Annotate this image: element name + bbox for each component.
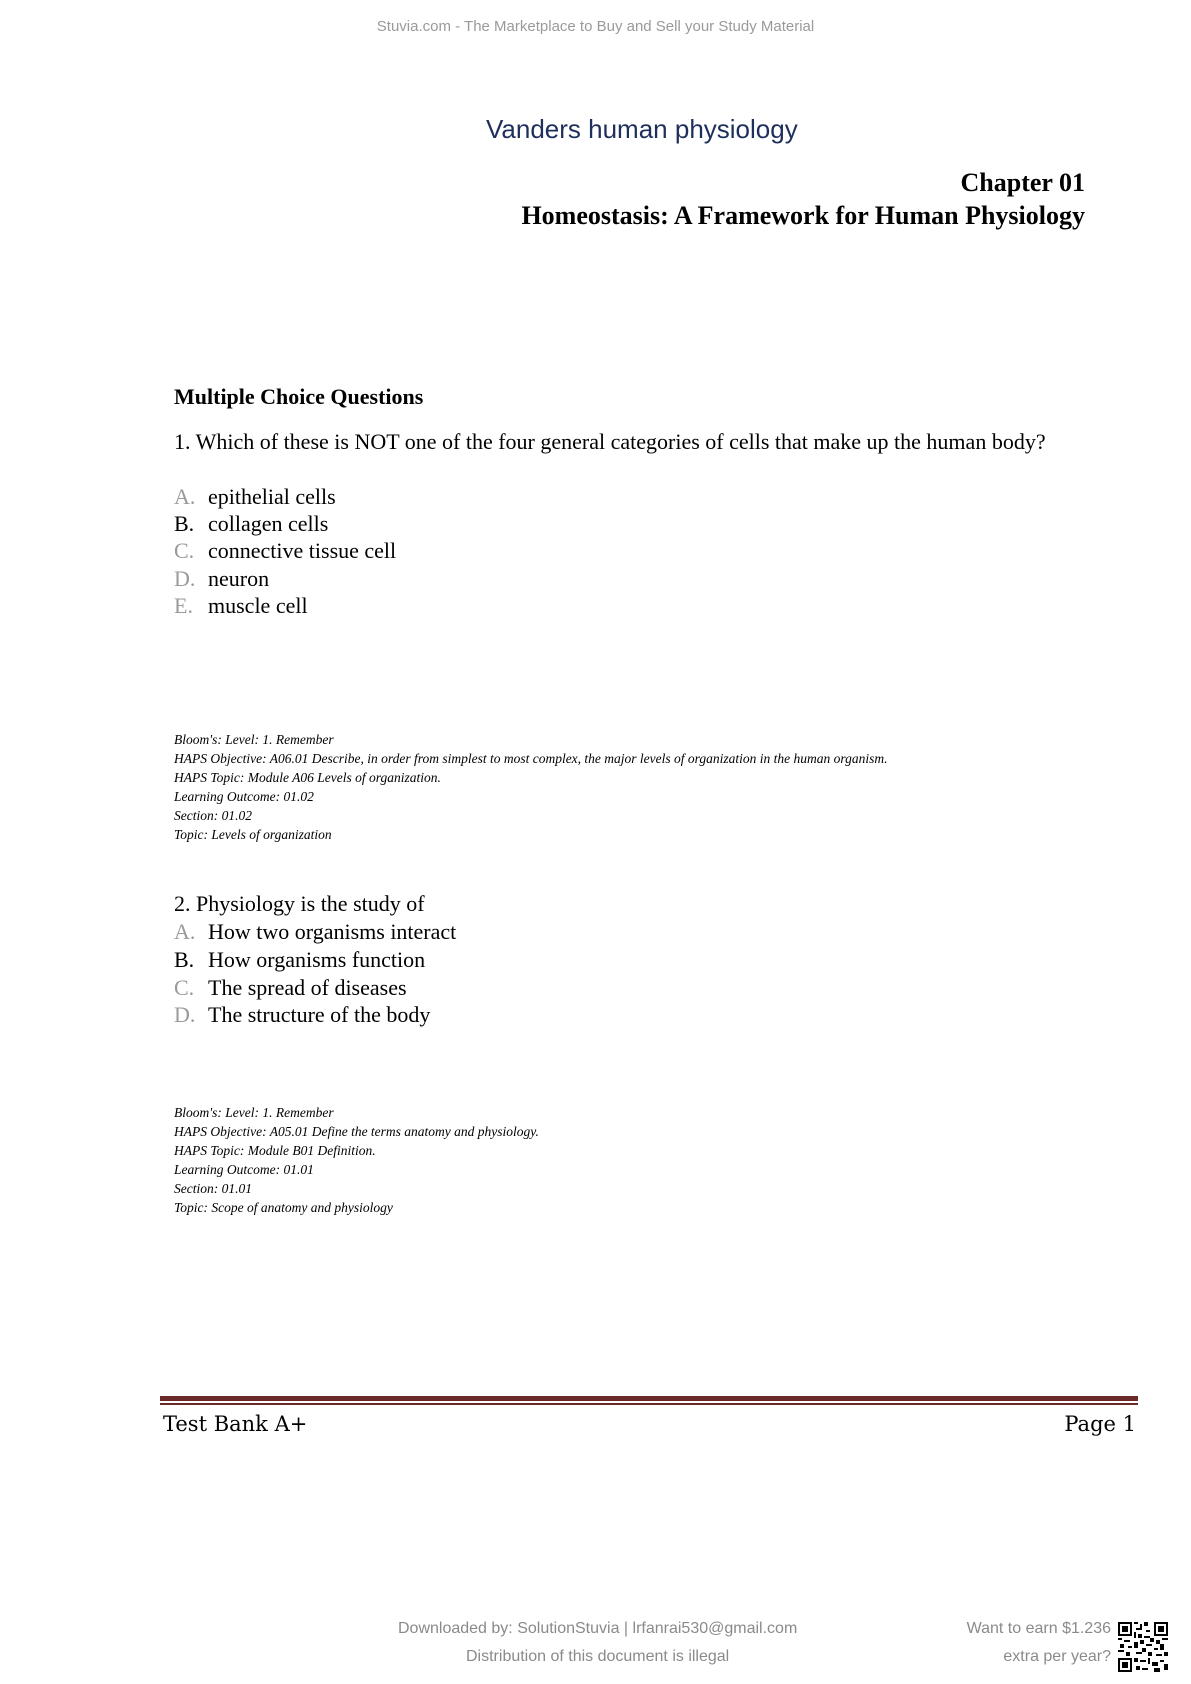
meta-section: Section: 01.02 <box>174 808 252 823</box>
question-1-option-c <box>174 537 396 565</box>
meta-section: Section: 01.01 <box>174 1181 252 1196</box>
option-text: epithelial cells <box>208 484 336 509</box>
option-letter: D. <box>174 566 196 591</box>
earn-promo-line2[interactable]: extra per year? <box>1003 1648 1111 1665</box>
section-heading: Multiple Choice Questions <box>174 384 424 409</box>
footer-rule-thick <box>160 1396 1138 1401</box>
meta-learning-outcome: Learning Outcome: 01.01 <box>174 1162 314 1177</box>
footer-rule-thin <box>160 1403 1138 1405</box>
question-1-text: 1. Which of these is NOT one of the four general categories of cells that make up the human body? <box>174 429 1046 454</box>
option-text: neuron <box>208 566 270 591</box>
book-title: Vanders human physiology <box>486 114 798 144</box>
chapter-title: Homeostasis: A Framework for Human Physiology <box>521 201 1085 230</box>
option-text: muscle cell <box>208 593 308 618</box>
question-2-option-d <box>174 1001 430 1029</box>
meta-haps-topic: HAPS Topic: Module B01 Definition. <box>174 1143 376 1158</box>
meta-blooms: Bloom's: Level: 1. Remember <box>174 1105 334 1120</box>
option-letter: C. <box>174 975 195 1000</box>
option-text: connective tissue cell <box>208 538 397 563</box>
option-text: How organisms function <box>208 947 426 972</box>
meta-haps-objective: HAPS Objective: A06.01 Describe, in order from simplest to most complex, the major levels of organization in the human organism. <box>174 751 888 766</box>
option-text: The spread of diseases <box>208 975 407 1000</box>
option-letter: A. <box>174 484 196 509</box>
meta-blooms: Bloom's: Level: 1. Remember <box>174 732 334 747</box>
chapter-number: Chapter 01 <box>960 168 1085 197</box>
question-1-option-b <box>174 510 328 538</box>
footer-page-number: Page 1 <box>1064 1412 1136 1436</box>
meta-topic: Topic: Levels of organization <box>174 827 332 842</box>
question-2-option-c <box>174 974 407 1002</box>
question-2-option-b <box>174 946 425 974</box>
stuvia-watermark: Stuvia.com - The Marketplace to Buy and Sell your Study Material <box>376 18 815 35</box>
option-text: collagen cells <box>208 511 329 536</box>
meta-haps-topic: HAPS Topic: Module A06 Levels of organization. <box>174 770 441 785</box>
question-2-text: 2. Physiology is the study of <box>174 891 425 916</box>
question-2-metadata <box>174 1103 539 1217</box>
option-letter: A. <box>174 919 196 944</box>
earn-promo-line1[interactable]: Want to earn $1.236 <box>966 1620 1111 1637</box>
meta-topic: Topic: Scope of anatomy and physiology <box>174 1200 393 1215</box>
option-text: How two organisms interact <box>208 919 457 944</box>
question-1-metadata <box>174 730 888 844</box>
option-text: The structure of the body <box>208 1002 431 1027</box>
footer-test-bank: Test Bank A+ <box>163 1412 308 1436</box>
option-letter: B. <box>174 947 195 972</box>
option-letter: B. <box>174 511 195 536</box>
option-letter: D. <box>174 1002 196 1027</box>
option-letter: C. <box>174 538 195 563</box>
question-1-option-d <box>174 565 269 593</box>
question-1-option-e <box>174 592 308 620</box>
download-notice: Downloaded by: SolutionStuvia | lrfanrai530@gmail.com <box>398 1620 798 1637</box>
qr-code-icon[interactable] <box>1118 1622 1168 1672</box>
distribution-notice: Distribution of this document is illegal <box>466 1648 730 1665</box>
meta-haps-objective: HAPS Objective: A05.01 Define the terms anatomy and physiology. <box>174 1124 539 1139</box>
option-letter: E. <box>174 593 193 618</box>
meta-learning-outcome: Learning Outcome: 01.02 <box>174 789 314 804</box>
question-1-option-a <box>174 483 336 511</box>
question-2-option-a <box>174 918 456 946</box>
